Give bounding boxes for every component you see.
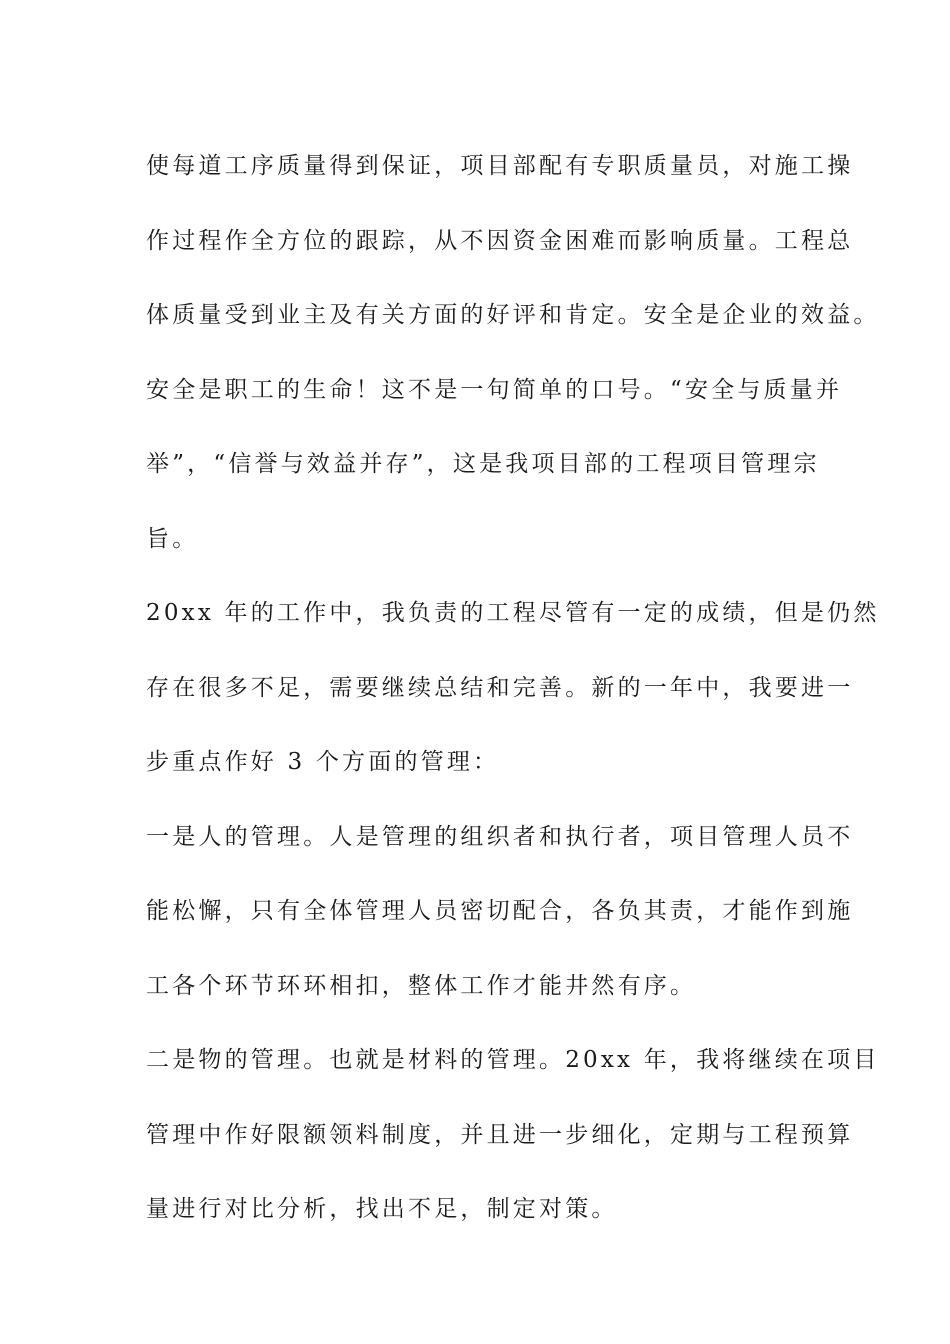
- text-line: 旨。: [146, 525, 199, 552]
- text-line: 步重点作好 3 个方面的管理：: [146, 749, 500, 775]
- text-line: 20xx 年的工作中，我负责的工程尽管有一定的成绩，但是仍然: [146, 600, 880, 626]
- text-line: 使每道工序质量得到保证，项目部配有专职质量员，对施工操: [146, 153, 854, 179]
- text-line: 作过程作全方位的跟踪，从不因资金困难而影响质量。工程总: [146, 227, 854, 254]
- text-line: 体质量受到业主及有关方面的好评和肯定。安全是企业的效益。: [146, 302, 880, 328]
- text-line: 量进行对比分析，找出不足，制定对策。: [146, 1196, 618, 1222]
- text-line: 存在很多不足，需要继续总结和完善。新的一年中，我要进一: [146, 674, 854, 701]
- text-line: 工各个环节环环相扣，整体工作才能井然有序。: [146, 972, 697, 999]
- document-body: [146, 129, 880, 1247]
- text-line: 一是人的管理。人是管理的组织者和执行者，项目管理人员不: [146, 823, 854, 850]
- text-line: 安全是职工的生命！这不是一句简单的口号。“安全与质量并: [146, 376, 843, 403]
- text-line: 举”，“信誉与效益并存”，这是我项目部的工程项目管理宗: [146, 451, 820, 477]
- text-line: 管理中作好限额领料制度，并且进一步细化，定期与工程预算: [146, 1121, 854, 1148]
- text-line: 能松懈，只有全体管理人员密切配合，各负其责，才能作到施: [146, 898, 854, 924]
- text-line: 二是物的管理。也就是材料的管理。20xx 年，我将继续在项目: [146, 1047, 880, 1073]
